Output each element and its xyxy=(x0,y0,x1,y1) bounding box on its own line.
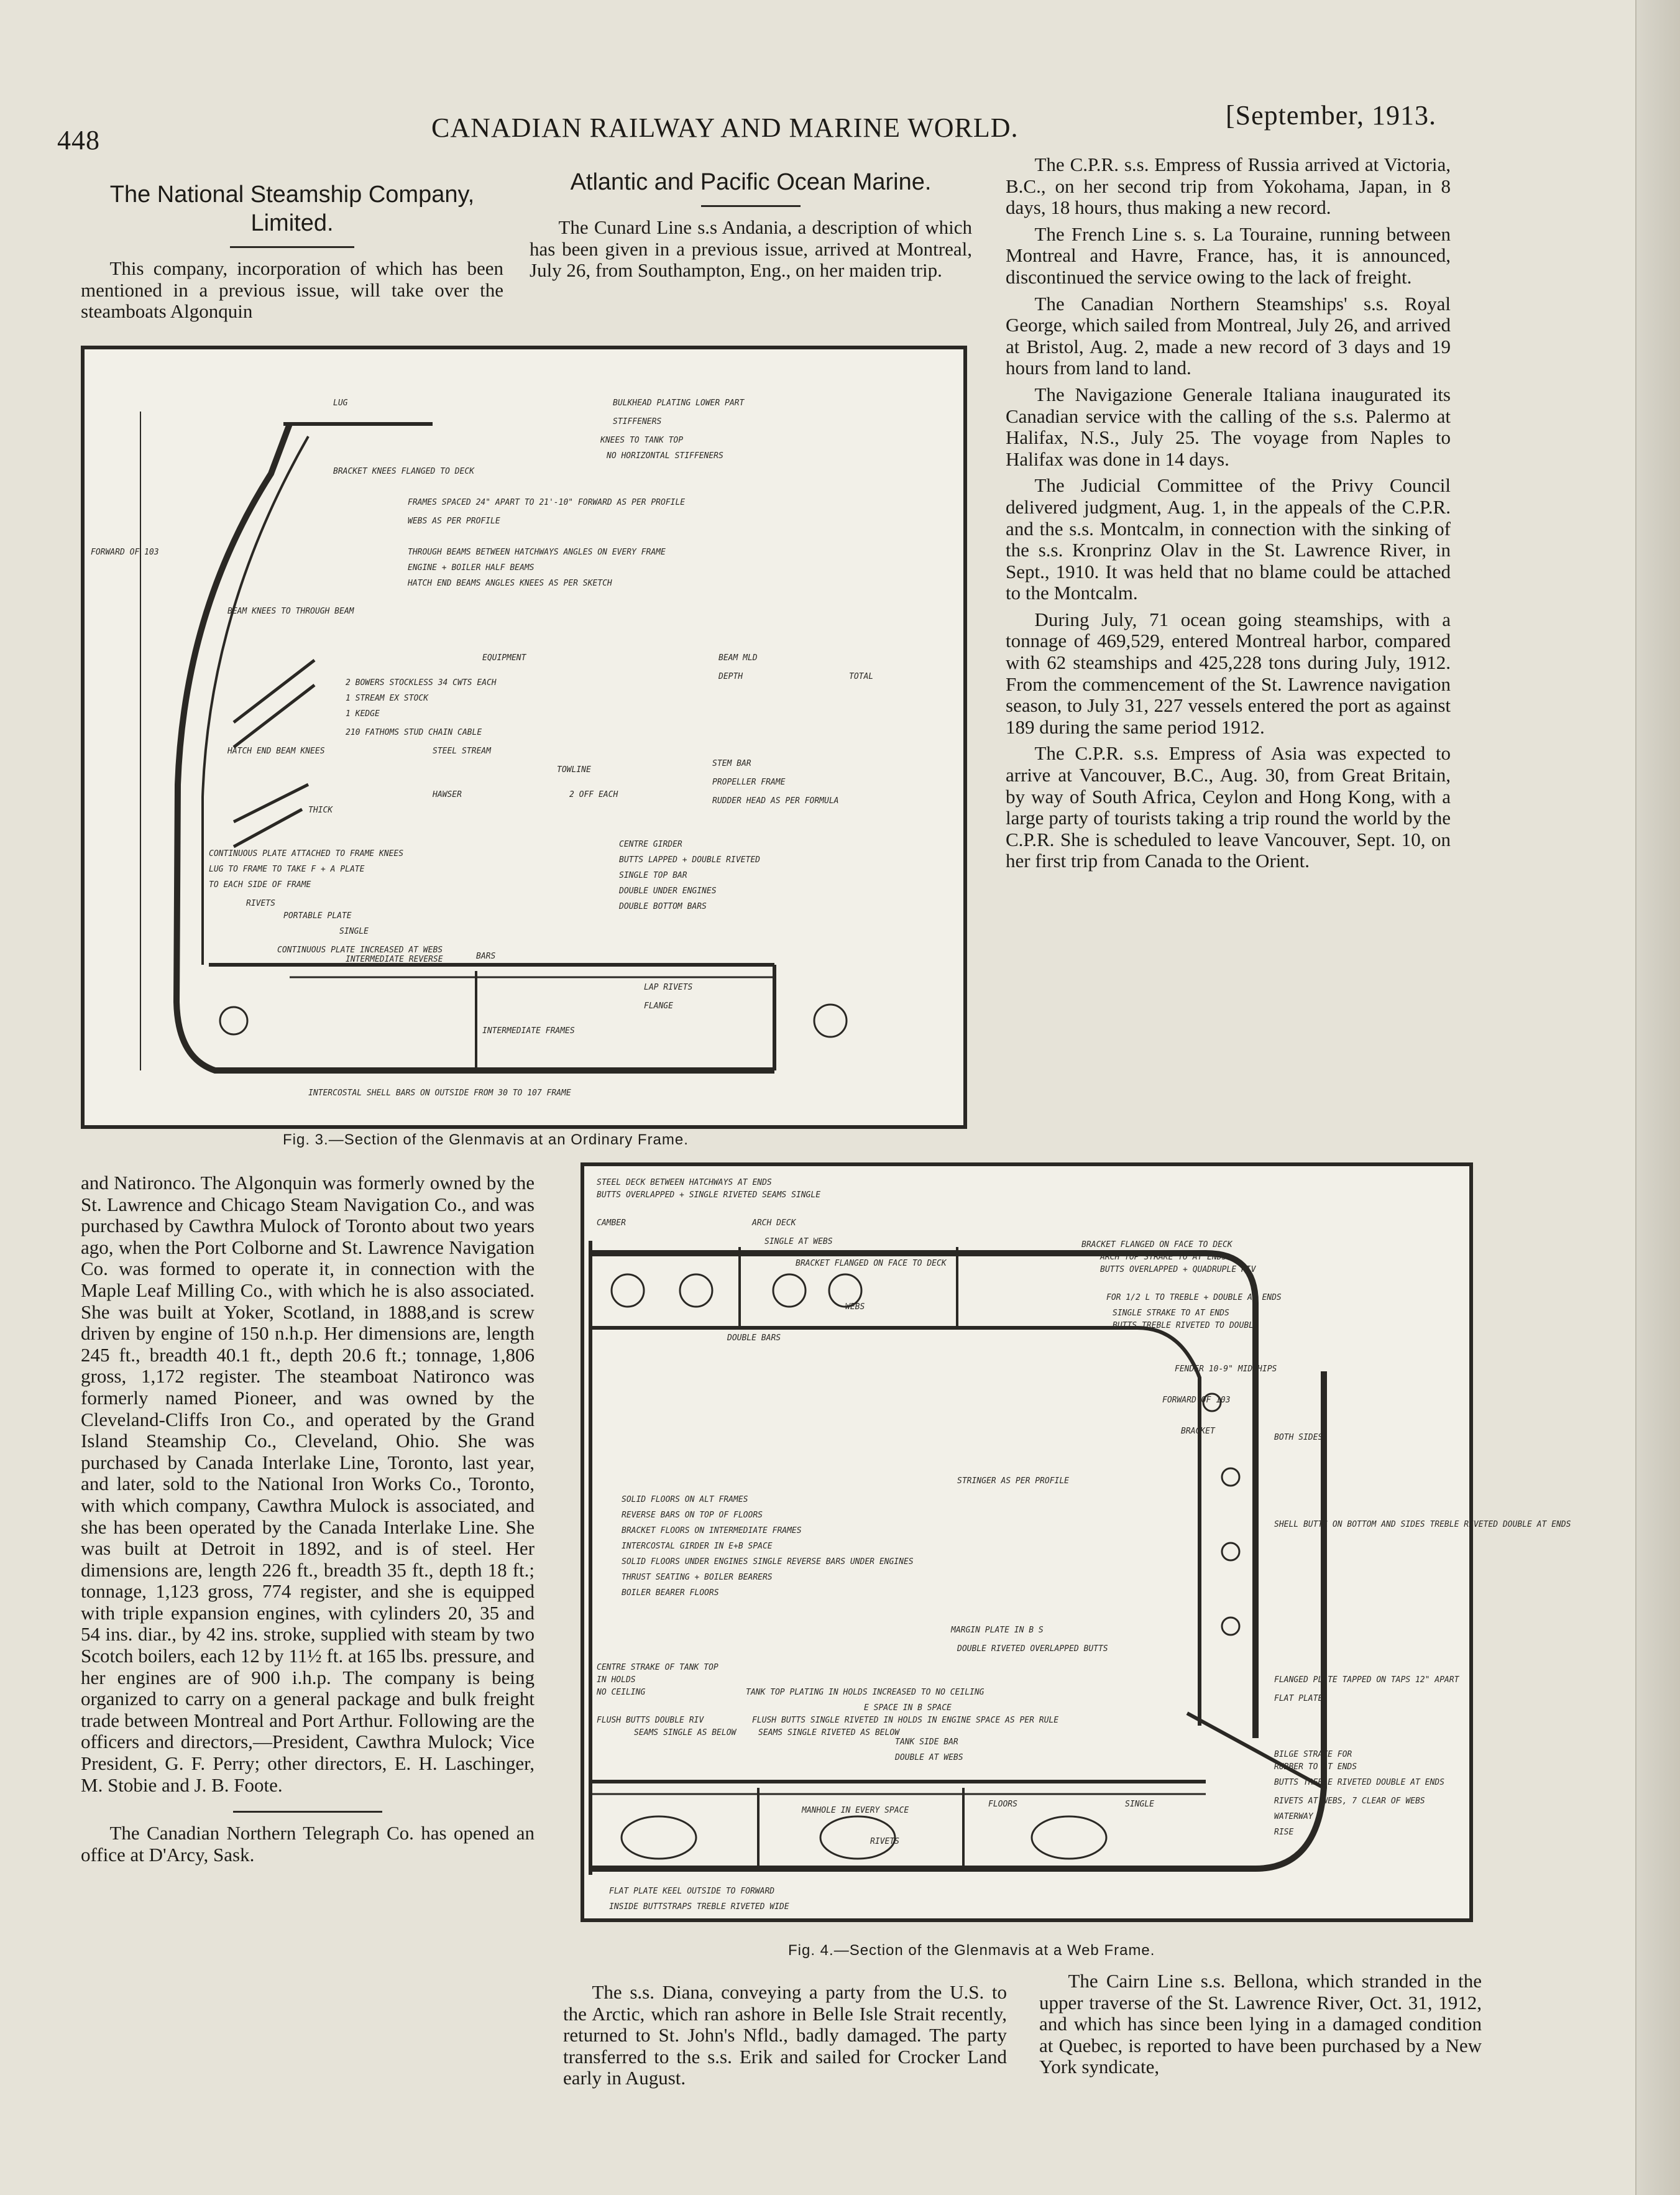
figure-label: FORWARD OF 103 xyxy=(1162,1396,1231,1405)
frame-hole xyxy=(1222,1543,1239,1560)
figure-label: CONTINUOUS PLATE INCREASED AT WEBS xyxy=(277,946,443,955)
figure-label: DOUBLE BOTTOM BARS xyxy=(619,902,707,911)
figure-label: KNEES TO TANK TOP xyxy=(600,436,684,445)
bellona-article xyxy=(1039,1971,1482,2078)
figure-label: PROPELLER FRAME xyxy=(712,778,786,787)
figure-label: BARS xyxy=(476,952,496,961)
bellona-paragraph: The Cairn Line s.s. Bellona, which stranded in the upper traverse of the St. Lawrence River, Oct. 31, 1912, and which has since been lying in a damaged condition at Quebec, is reported to have been purchased by a New York syndicate, xyxy=(1039,1970,1482,2078)
section-rule xyxy=(233,1811,382,1813)
news-item: During July, 71 ocean going steamships, with a tonnage of 469,529, entered Montreal harbor, compared with 62 steamships and 425,228 tons during July, 1912. From the commencement of the St. Lawrence navigation season, to July 31, 227 vessels entered the port as against 189 during the same period 1912. xyxy=(1006,608,1451,738)
figure-label: FLUSH BUTTS DOUBLE RIV xyxy=(597,1716,704,1725)
figure-3-frame-section xyxy=(81,346,967,1129)
national-steamship-article-continued xyxy=(81,1172,535,1866)
figure-label: BRACKET FLOORS ON INTERMEDIATE FRAMES xyxy=(622,1526,802,1535)
figure-label: SOLID FLOORS ON ALT FRAMES xyxy=(622,1495,748,1504)
figure-label: CAMBER xyxy=(597,1218,626,1228)
figure-label: BRACKET FLANGED ON FACE TO DECK xyxy=(796,1259,947,1268)
figure-label: NO CEILING xyxy=(597,1688,646,1697)
figure-label: 1 KEDGE xyxy=(346,709,380,719)
lightening-hole xyxy=(773,1274,806,1307)
lightening-hole xyxy=(220,1007,247,1034)
figure-label: FLOORS xyxy=(988,1800,1017,1809)
figure-label: DOUBLE UNDER ENGINES xyxy=(619,886,717,896)
figure-4-web-frame-section xyxy=(581,1162,1571,1922)
manhole xyxy=(1032,1816,1106,1859)
news-item: The C.P.R. s.s. Empress of Russia arrived at Victoria, B.C., on her second trip from Yokohama, Japan, in 8 days, 18 hours, thus making a new record. xyxy=(1006,154,1451,219)
figure-label: SINGLE AT WEBS xyxy=(764,1237,833,1246)
article-intro-text: This company, incorporation of which has been mentioned in a previous issue, will take over the steamboats Algonquin xyxy=(81,257,503,323)
title-rule xyxy=(230,246,354,248)
figure-label: PORTABLE PLATE xyxy=(283,911,352,921)
figure-3-labels xyxy=(91,398,873,1098)
figure-label: TOWLINE xyxy=(557,765,591,775)
figure-label: FORWARD OF 103 xyxy=(91,548,159,557)
figure-label: RIVETS xyxy=(870,1837,899,1846)
figure-label: MARGIN PLATE IN B S xyxy=(951,1626,1044,1635)
figure-label: SEAMS SINGLE AS BELOW xyxy=(634,1728,737,1737)
figure-label: TOTAL xyxy=(849,672,874,681)
news-items-column xyxy=(1006,154,1451,872)
figure-label: THRUST SEATING + BOILER BEARERS xyxy=(622,1573,773,1582)
figure-label: ENGINE + BOILER HALF BEAMS xyxy=(408,563,535,573)
figure-label: TANK TOP PLATING IN HOLDS INCREASED TO NO CEILING xyxy=(746,1688,985,1697)
figure-label: TO EACH SIDE OF FRAME xyxy=(209,880,311,890)
figure-label: BEAM MLD xyxy=(718,653,758,663)
figure-label: LUG xyxy=(333,398,348,408)
figure-label: CENTRE STRAKE OF TANK TOP xyxy=(597,1663,718,1672)
figure-label: BEAM KNEES TO THROUGH BEAM xyxy=(227,607,354,616)
figure-label: RIVETS AT WEBS, 7 CLEAR OF WEBS xyxy=(1274,1797,1425,1806)
figure-label: FOR 1/2 L TO TREBLE + DOUBLE AT ENDS xyxy=(1106,1293,1282,1302)
figure-label: STIFFENERS xyxy=(613,417,662,426)
figure-label: IN HOLDS xyxy=(597,1675,636,1685)
figure-3-drawing xyxy=(85,349,963,1125)
page-edge xyxy=(1635,0,1680,2195)
figure-label: SINGLE TOP BAR xyxy=(619,871,687,880)
figure-4-caption: Fig. 4.—Section of the Glenmavis at a Web Frame. xyxy=(788,1942,1155,1959)
figure-label: 210 FATHOMS STUD CHAIN CABLE xyxy=(346,728,482,737)
manhole xyxy=(622,1816,696,1859)
figure-label: INTERCOSTAL GIRDER IN E+B SPACE xyxy=(622,1542,773,1551)
figure-label: BRACKET xyxy=(1181,1427,1215,1436)
article-title: The National Steamship Company, Limited. xyxy=(109,182,475,236)
figure-label: INTERCOSTAL SHELL BARS ON OUTSIDE FROM 30 TO 107 FRAME xyxy=(308,1088,571,1098)
figure-label: RISE xyxy=(1274,1828,1294,1837)
title-rule xyxy=(701,205,801,207)
figure-3-caption: Fig. 3.—Section of the Glenmavis at an Ordinary Frame. xyxy=(283,1131,689,1148)
figure-label: FENDER 10-9" MIDSHIPS xyxy=(1175,1364,1277,1374)
figure-label: DOUBLE AT WEBS xyxy=(895,1753,963,1762)
figure-label: BILGE STRAKE FOR xyxy=(1274,1750,1352,1759)
figure-label: SINGLE STRAKE TO AT ENDS xyxy=(1113,1309,1229,1318)
figure-label: THICK xyxy=(308,806,333,815)
figure-label: BRACKET FLANGED ON FACE TO DECK xyxy=(1081,1240,1232,1249)
figure-label: CENTRE GIRDER xyxy=(619,840,682,849)
figure-label: LAP RIVETS xyxy=(644,983,693,992)
frame-hole xyxy=(1222,1468,1239,1486)
page-number: 448 xyxy=(57,125,100,155)
figure-label: FLAT PLATE KEEL OUTSIDE TO FORWARD xyxy=(609,1887,775,1896)
andania-paragraph: The Cunard Line s.s Andania, a description of which has been given in a previous issue, arrived at Montreal, July 26, from Southampton, Eng., on her maiden trip. xyxy=(530,216,972,282)
figure-label: DOUBLE BARS xyxy=(727,1333,781,1343)
figure-label: E SPACE IN B SPACE xyxy=(864,1703,952,1713)
figure-label: REVERSE BARS ON TOP OF FLOORS xyxy=(622,1511,763,1520)
figure-label: STEM BAR xyxy=(712,759,751,768)
figure-label: STEEL DECK BETWEEN HATCHWAYS AT ENDS xyxy=(597,1178,772,1187)
figure-label: 2 BOWERS STOCKLESS 34 CWTS EACH xyxy=(346,678,497,688)
figure-label: SINGLE xyxy=(339,927,369,936)
figure-label: 1 STREAM EX STOCK xyxy=(346,694,429,703)
figure-label: RIVETS xyxy=(246,899,275,908)
figure-label: SHELL BUTTS ON BOTTOM AND SIDES TREBLE RIVETED DOUBLE AT ENDS xyxy=(1274,1520,1571,1529)
figure-label: 2 OFF EACH xyxy=(569,790,618,799)
figure-label: HATCH END BEAMS ANGLES KNEES AS PER SKETCH xyxy=(408,579,612,588)
ocean-marine-title: Atlantic and Pacific Ocean Marine. xyxy=(570,169,932,195)
issue-date: [September, 1913. xyxy=(1226,100,1437,131)
lightening-hole xyxy=(612,1274,644,1307)
figure-label: HATCH END BEAM KNEES xyxy=(227,747,325,756)
figure-label: FRAMES SPACED 24" APART TO 21'-10" FORWARD AS PER PROFILE xyxy=(408,498,686,507)
figure-label: BUTTS OVERLAPPED + SINGLE RIVETED SEAMS SINGLE xyxy=(597,1190,821,1200)
ocean-marine-article xyxy=(530,168,972,282)
figure-label: DOUBLE RIVETED OVERLAPPED BUTTS xyxy=(957,1644,1108,1654)
figure-label: FLANGE xyxy=(644,1001,673,1011)
lightening-hole xyxy=(680,1274,712,1307)
figure-label: INSIDE BUTTSTRAPS TREBLE RIVETED WIDE xyxy=(609,1902,789,1912)
figure-label: SINGLE xyxy=(1125,1800,1154,1809)
figure-label: WEBS AS PER PROFILE xyxy=(408,517,500,526)
news-item: The Navigazione Generale Italiana inaugurated its Canadian service with the calling of the s.s. Palermo at Halifax, N.S., July 25. The voyage from Naples to Halifax was done in 14 days. xyxy=(1006,383,1451,470)
figure-label: BOILER BEARER FLOORS xyxy=(622,1588,719,1598)
news-item: The French Line s. s. La Touraine, running between Montreal and Havre, France, has, it is announced, discontinued the service owing to the lack of freight. xyxy=(1006,223,1451,288)
figure-label: THROUGH BEAMS BETWEEN HATCHWAYS ANGLES ON EVERY FRAME xyxy=(408,548,666,557)
figure-label: HAWSER xyxy=(433,790,462,799)
figure-label: WATERWAY xyxy=(1274,1812,1313,1821)
figure-label: RUDDER HEAD AS PER FORMULA xyxy=(712,796,839,806)
diana-paragraph: The s.s. Diana, conveying a party from the U.S. to the Arctic, which ran ashore in Belle Isle Strait recently, returned to St. John's Nfld., badly damaged. The party transferred to the s.s. Erik and sailed for Crocker Land early in August. xyxy=(563,1981,1007,2089)
figure-label: TANK SIDE BAR xyxy=(895,1737,958,1747)
figure-label: BUTTS OVERLAPPED + QUADRUPLE RIV xyxy=(1100,1265,1256,1274)
figure-label: SEAMS SINGLE RIVETED AS BELOW xyxy=(758,1728,899,1737)
journal-title: CANADIAN RAILWAY AND MARINE WORLD. xyxy=(431,113,1019,143)
news-item: The Judicial Committee of the Privy Council delivered judgment, Aug. 1, in the appeals of the C.P.R. and the s.s. Montcalm, in connection with the sinking of the s.s. Kronprinz Olav in the St. Lawrence River, in Sept., 1910. It was held that no blame could be attached to the Montcalm. xyxy=(1006,474,1451,604)
lightening-hole xyxy=(814,1005,847,1037)
figure-label: CONTINUOUS PLATE ATTACHED TO FRAME KNEES xyxy=(209,849,404,858)
figure-label: STEEL STREAM xyxy=(433,747,491,756)
figure-label: BUTTS LAPPED + DOUBLE RIVETED xyxy=(619,855,760,865)
figure-label: EQUIPMENT xyxy=(482,653,526,663)
telegraph-note: The Canadian Northern Telegraph Co. has opened an office at D'Arcy, Sask. xyxy=(81,1822,535,1866)
figure-4-labels xyxy=(596,1178,1571,1912)
figure-label: ARCH DECK xyxy=(752,1218,796,1228)
news-item: The C.P.R. s.s. Empress of Asia was expected to arrive at Vancouver, B.C., Aug. 30, from Great Britain, by way of South Africa, Ceylon and Hong Kong, with a large party of tourists taking a trip round the world by the C.P.R. She is scheduled to leave Vancouver, Sept. 10, on her first trip from Canada to the Orient. xyxy=(1006,742,1451,872)
figure-label: RUBBER TO AT ENDS xyxy=(1274,1762,1357,1772)
figure-label: STRINGER AS PER PROFILE xyxy=(957,1476,1070,1486)
figure-4-drawing xyxy=(584,1166,1571,1918)
article-continued-text: and Natironco. The Algonquin was formerly owned by the St. Lawrence and Chicago Steam Navigation Co., and was purchased by Cawthra Mulock of Toronto about two years ago, when the Port Colborne and St. Lawrence Navigation Co. was formed to operate it, in connection with the Maple Leaf Milling Co., with which he is also associated. She was built at Yoker, Scotland, in 1888,and is screw driven by engine of 150 n.h.p. Her dimensions are, length 245 ft., breadth 40.1 ft., depth 20.6 ft.; tonnage, 1,806 gross, 1,172 register. The steamboat Natironco was formerly named Pioneer, and was owned by the Cleveland-Cliffs Iron Co., and operated by the Grand Island Steamship Co., Cleveland, Ohio. She was purchased by Canada Interlake Line, Toronto, last year, and later, sold to the National Iron Works Co., Toronto, with which company, Cawthra Mulock is associated, and she has been operated by the Canada Interlake Line. She was built at Detroit in 1892, and is of steel. Her dimensions are, length 226 ft., breadth 35 ft., depth 18 ft.; tonnage, 1,123 gross, 774 register, and she is equipped with triple expansion engines, with cylinders 20, 35 and 54 ins. diar., by 42 ins. stroke, supplied with steam by two Scotch boilers, each 12 by 11½ ft. at 165 lbs. pressure, and her engines are of 900 i.h.p. The company is being organized to carry on a general package and bulk freight trade between Montreal and Port Arthur. Following are the officers and directors,—President, Cawthra Mulock; Vice President, G. F. Perry; other directors, E. H. Laschinger, M. Stobie and J. B. Foote. xyxy=(81,1172,535,1796)
figure-label: WEBS xyxy=(845,1302,865,1312)
figure-label: ARCH TOP STRAKE TO AT ENDS xyxy=(1100,1253,1227,1262)
figure-label: FLAT PLATE xyxy=(1274,1694,1323,1703)
figure-label: SOLID FLOORS UNDER ENGINES SINGLE REVERSE BARS UNDER ENGINES xyxy=(622,1557,914,1567)
figure-label: BRACKET KNEES FLANGED TO DECK xyxy=(333,467,474,476)
national-steamship-article-intro xyxy=(81,180,503,323)
figure-label: BUTTS TREBLE RIVETED TO DOUBLE xyxy=(1113,1321,1259,1330)
figure-label: MANHOLE IN EVERY SPACE xyxy=(802,1806,909,1815)
frame-hole xyxy=(1222,1617,1239,1635)
figure-label: LUG TO FRAME TO TAKE F + A PLATE xyxy=(209,865,365,874)
figure-label: INTERMEDIATE FRAMES xyxy=(482,1026,575,1036)
figure-label: BOTH SIDES xyxy=(1274,1433,1323,1442)
figure-label: DEPTH xyxy=(718,672,743,681)
figure-label: NO HORIZONTAL STIFFENERS xyxy=(607,451,723,461)
figure-label: FLANGED PLATE TAPPED ON TAPS 12" APART xyxy=(1274,1675,1459,1685)
diana-article xyxy=(563,1982,1007,2089)
figure-label: BULKHEAD PLATING LOWER PART xyxy=(613,398,745,408)
figure-label: FLUSH BUTTS SINGLE RIVETED IN HOLDS IN ENGINE SPACE AS PER RULE xyxy=(752,1716,1059,1725)
figure-label: BUTTS TREBLE RIVETED DOUBLE AT ENDS xyxy=(1274,1778,1444,1787)
news-item: The Canadian Northern Steamships' s.s. Royal George, which sailed from Montreal, July 26, and arrived at Bristol, Aug. 2, made a new record of 3 days and 19 hours from land to land. xyxy=(1006,292,1451,379)
figure-label: INTERMEDIATE REVERSE xyxy=(346,955,443,964)
